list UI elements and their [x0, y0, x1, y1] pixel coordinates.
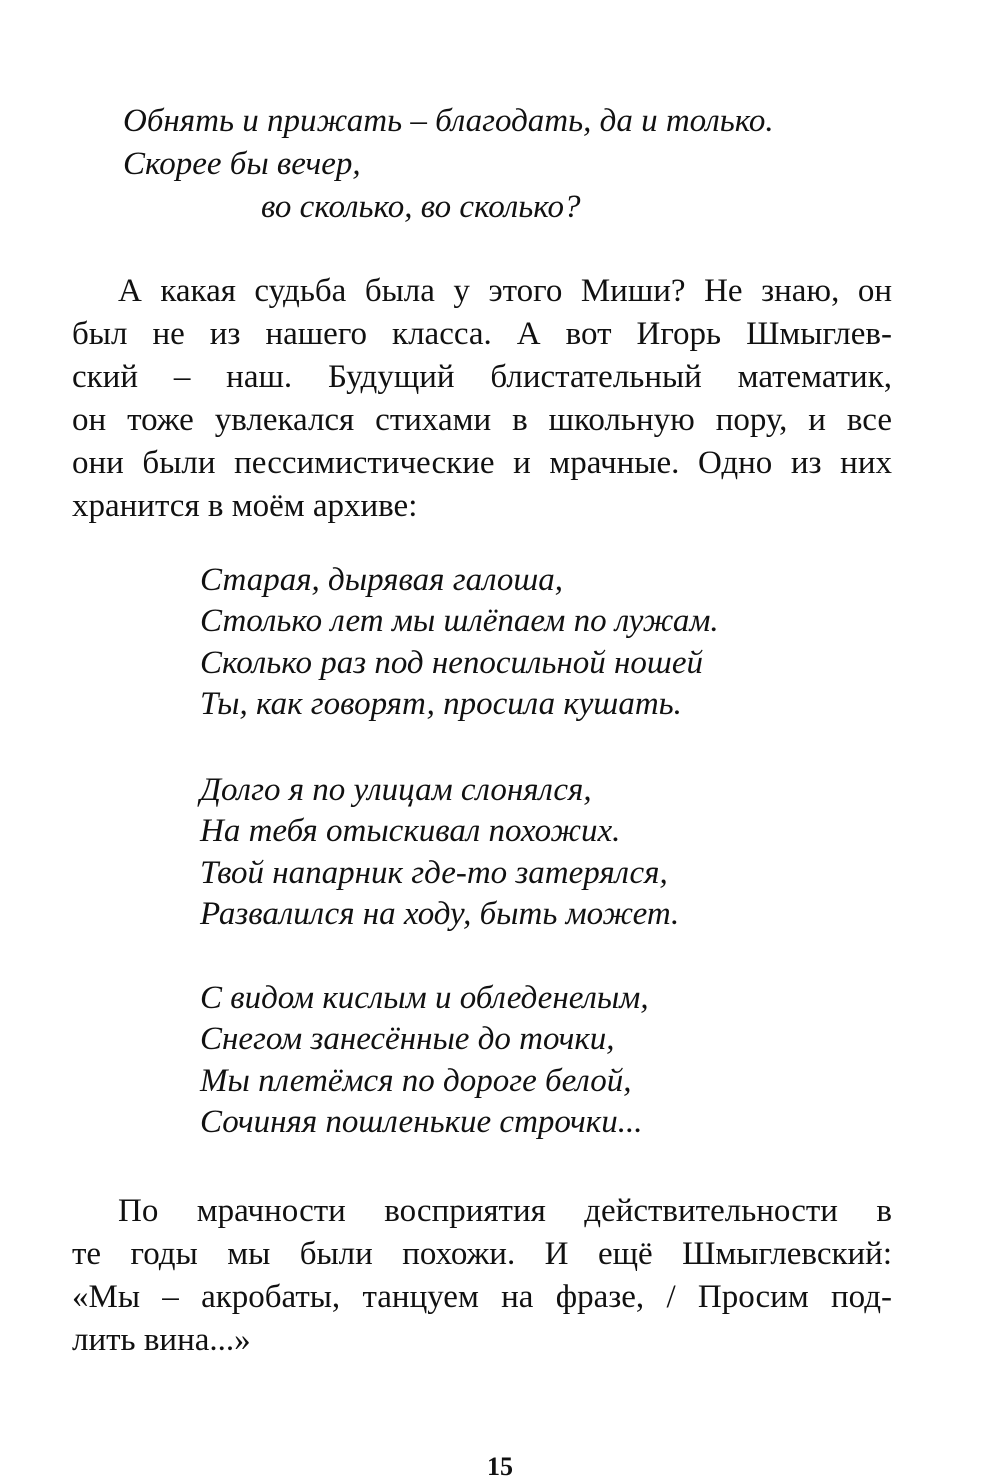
- poem-line: Твой напарник где-то затерялся,: [200, 854, 668, 891]
- paragraph-line: хранится в моём архиве:: [72, 488, 418, 524]
- paragraph-line: те годы мы были похожи. И ещё Шмыглевский:: [72, 1236, 892, 1272]
- paragraph-line: он тоже увлекался стихами в школьную пору, и все: [72, 402, 892, 438]
- poem-stanza-2: [200, 770, 679, 935]
- poem-line: Сколько раз под непосильной ношей: [200, 644, 703, 681]
- paragraph-line: ский – наш. Будущий блистательный математик,: [72, 359, 892, 395]
- paragraph-line: лить вина...»: [72, 1322, 251, 1358]
- poem-stanza-1: [200, 560, 719, 725]
- verse-line: Скорее бы вечер,: [123, 146, 361, 182]
- poem-line: Снегом занесённые до точки,: [200, 1021, 615, 1058]
- paragraph-2: [72, 1190, 892, 1362]
- poem-line: Столько лет мы шлёпаем по лужам.: [200, 603, 719, 640]
- poem-line: Старая, дырявая галоша,: [200, 562, 564, 598]
- poem-line: Сочиняя пошленькие строчки...: [200, 1103, 643, 1140]
- poem-line: Мы плетёмся по дороге белой,: [200, 1062, 632, 1099]
- opening-verse: [123, 100, 774, 229]
- verse-line: Обнять и прижать – благодать, да и только.: [123, 103, 774, 139]
- poem-line: С видом кислым и обледенелым,: [200, 980, 649, 1016]
- poem-line: Развалился на ходу, быть может.: [200, 895, 680, 932]
- poem-line: На тебя отыскивал похожих.: [200, 813, 621, 850]
- poem-line: Долго я по улицам слонялся,: [200, 772, 592, 808]
- paragraph-line: был не из нашего класса. А вот Игорь Шмыглев-: [72, 316, 892, 352]
- paragraph-line: «Мы – акробаты, танцуем на фразе, / Просим под-: [72, 1279, 892, 1315]
- verse-line: во сколько, во сколько?: [261, 189, 581, 225]
- paragraph-1: [72, 270, 892, 528]
- poem-stanza-3: [200, 978, 649, 1143]
- poem-line: Ты, как говорят, просила кушать.: [200, 685, 682, 722]
- paragraph-line: они были пессимистические и мрачные. Одно из них: [72, 445, 892, 481]
- page-number: 15: [487, 1452, 513, 1481]
- paragraph-line: А какая судьба была у этого Миши? Не знаю, он: [118, 273, 892, 309]
- paragraph-line: По мрачности восприятия действительности в: [118, 1193, 892, 1229]
